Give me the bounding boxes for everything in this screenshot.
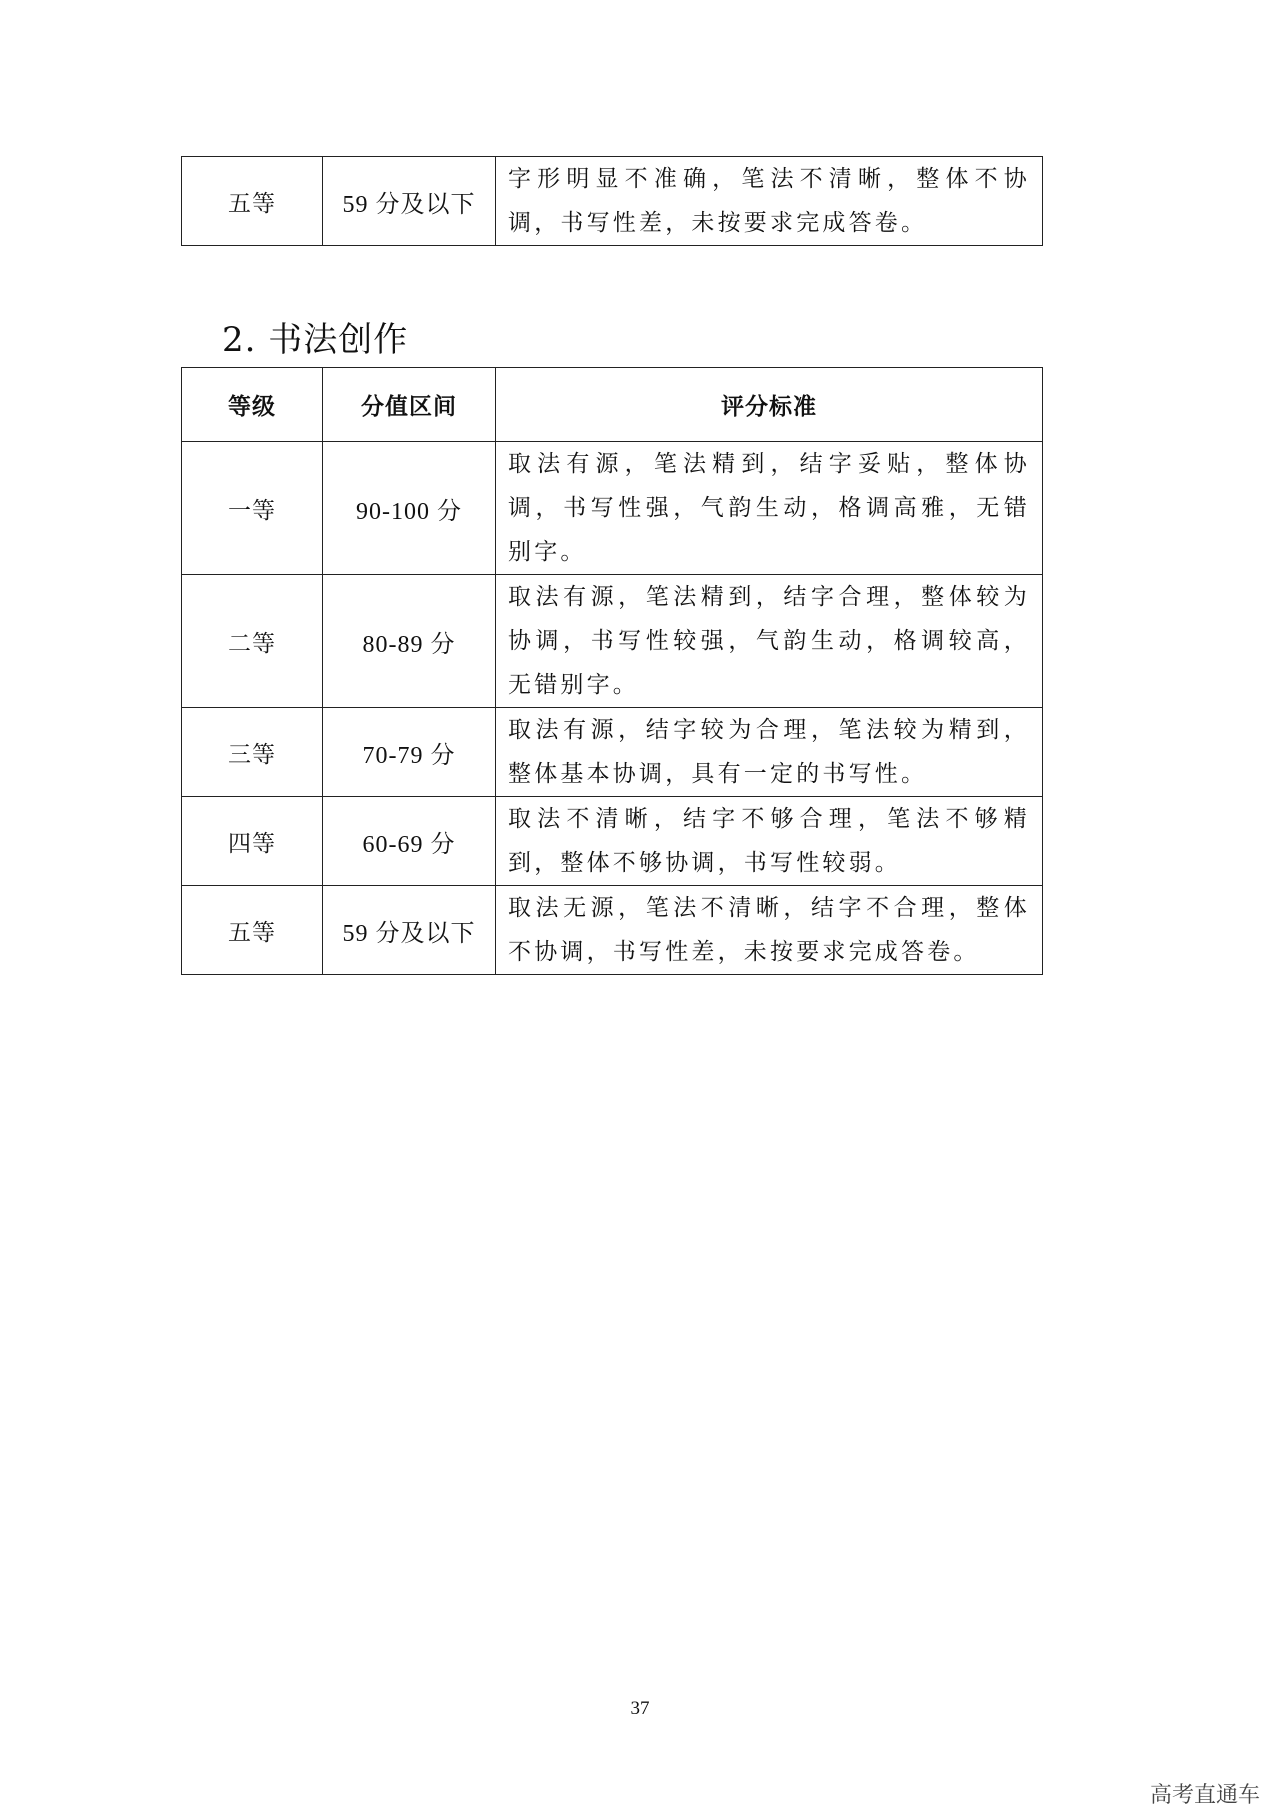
calligraphy-creation-table: [181, 367, 1043, 975]
grade-cell: 一等: [182, 442, 323, 575]
section-heading: 2. 书法创作: [222, 320, 409, 360]
criteria-cell: 取法不清晰，结字不够合理，笔法不够精到，整体不够协调，书写性较弱。: [496, 797, 1043, 886]
range-cell: 80-89 分: [323, 575, 496, 708]
table-row: [182, 157, 1043, 246]
range-cell: 90-100 分: [323, 442, 496, 575]
criteria-cell: 字形明显不准确，笔法不清晰，整体不协调，书写性差，未按要求完成答卷。: [496, 157, 1043, 246]
table-row: [182, 575, 1043, 708]
criteria-cell: 取法有源，笔法精到，结字妥贴，整体协调，书写性强，气韵生动，格调高雅，无错别字。: [496, 442, 1043, 575]
grade-cell: 三等: [182, 708, 323, 797]
header-criteria: 评分标准: [496, 368, 1043, 442]
page-number: 37: [630, 1698, 650, 1719]
range-cell: 60-69 分: [323, 797, 496, 886]
watermark-text: 高考直通车: [1149, 1783, 1260, 1808]
header-range: 分值区间: [323, 368, 496, 442]
grading-table-continued: [181, 156, 1043, 246]
grade-cell: 五等: [182, 157, 323, 246]
table-row: [182, 708, 1043, 797]
grade-cell: 二等: [182, 575, 323, 708]
table-row: [182, 886, 1043, 975]
grade-cell: 五等: [182, 886, 323, 975]
criteria-cell: 取法无源，笔法不清晰，结字不合理，整体不协调，书写性差，未按要求完成答卷。: [496, 886, 1043, 975]
criteria-cell: 取法有源，笔法精到，结字合理，整体较为协调，书写性较强，气韵生动，格调较高，无错别字。: [496, 575, 1043, 708]
criteria-cell: 取法有源，结字较为合理，笔法较为精到，整体基本协调，具有一定的书写性。: [496, 708, 1043, 797]
table-row: [182, 797, 1043, 886]
range-cell: 70-79 分: [323, 708, 496, 797]
range-cell: 59 分及以下: [323, 157, 496, 246]
table-row: [182, 442, 1043, 575]
header-grade: 等级: [182, 368, 323, 442]
range-cell: 59 分及以下: [323, 886, 496, 975]
grade-cell: 四等: [182, 797, 323, 886]
table-header-row: [182, 368, 1043, 442]
